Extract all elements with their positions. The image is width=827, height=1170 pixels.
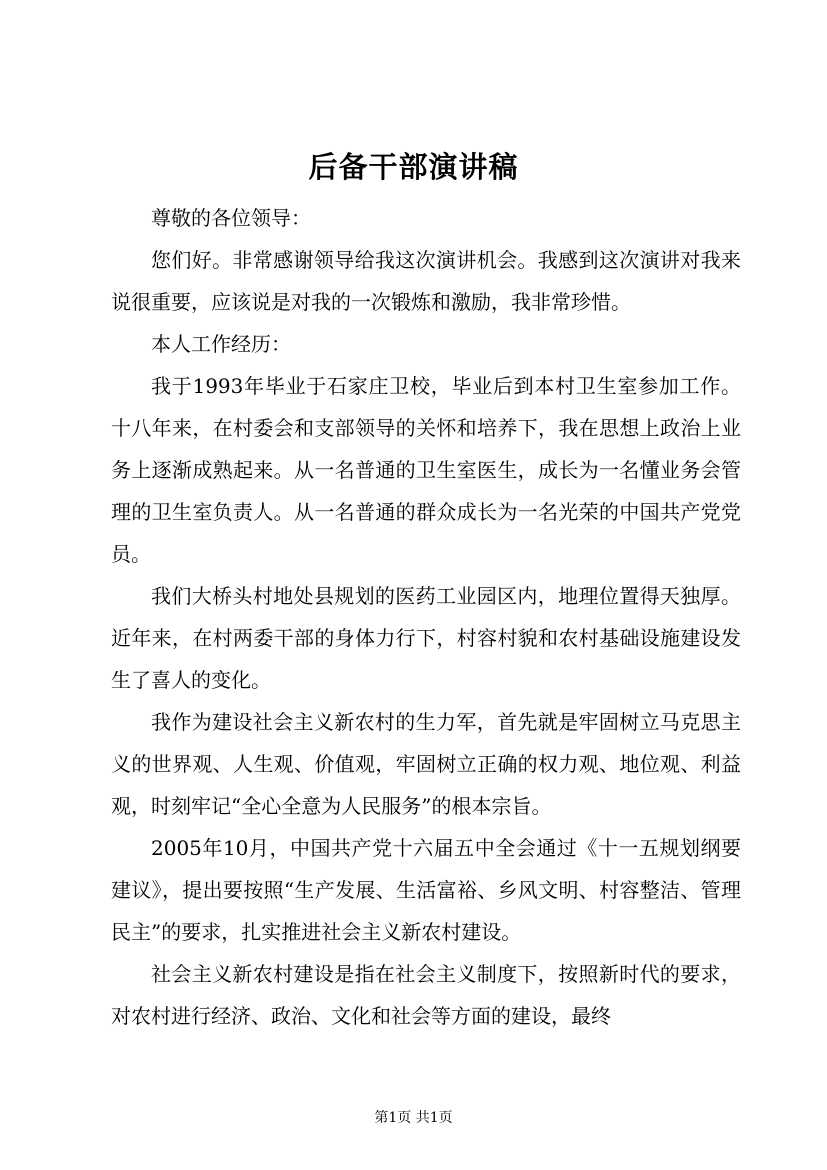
paragraph-salutation: 尊敬的各位领导： <box>151 206 311 230</box>
paragraph-work-heading: 本人工作经历： <box>151 332 291 356</box>
paragraph-greeting: 您们好。非常感谢领导给我这次演讲机会。我感到这次演讲对我来说很重要，应该说是对我的一次锻炼和激励，我非常珍惜。 <box>111 248 741 314</box>
document-title: 后备干部演讲稿 <box>308 150 519 184</box>
paragraph-work-history: 我于1993年毕业于石家庄卫校，毕业后到本村卫生室参加工作。十八年来，在村委会和支部领导的关怀和培养下，我在思想上政治上业务上逐渐成熟起来。从一名普通的卫生室医生，成长为一名懂业务会管理的卫生室负责人。从一名普通的群众成长为一名光荣的中国共产党党员。 <box>111 374 741 566</box>
paragraph-worldview: 我作为建设社会主义新农村的生力军，首先就是牢固树立马克思主义的世界观、人生观、价值观，牢固树立正确的权力观、地位观、利益观，时刻牢记“全心全意为人民服务”的根本宗旨。 <box>111 710 741 818</box>
document-body <box>111 197 741 1037</box>
page-footer: 第1页 共1页 <box>374 1110 453 1126</box>
paragraph-policy: 2005年10月，中国共产党十六届五中全会通过《十一五规划纲要建议》，提出要按照“生产发展、生活富裕、乡风文明、村容整洁、管理民主”的要求，扎实推进社会主义新农村建设。 <box>111 836 741 944</box>
paragraph-new-village: 社会主义新农村建设是指在社会主义制度下，按照新时代的要求，对农村进行经济、政治、文化和社会等方面的建设，最终 <box>111 962 741 1028</box>
paragraph-village: 我们大桥头村地处县规划的医药工业园区内，地理位置得天独厚。近年来，在村两委干部的身体力行下，村容村貌和农村基础设施建设发生了喜人的变化。 <box>111 584 741 692</box>
